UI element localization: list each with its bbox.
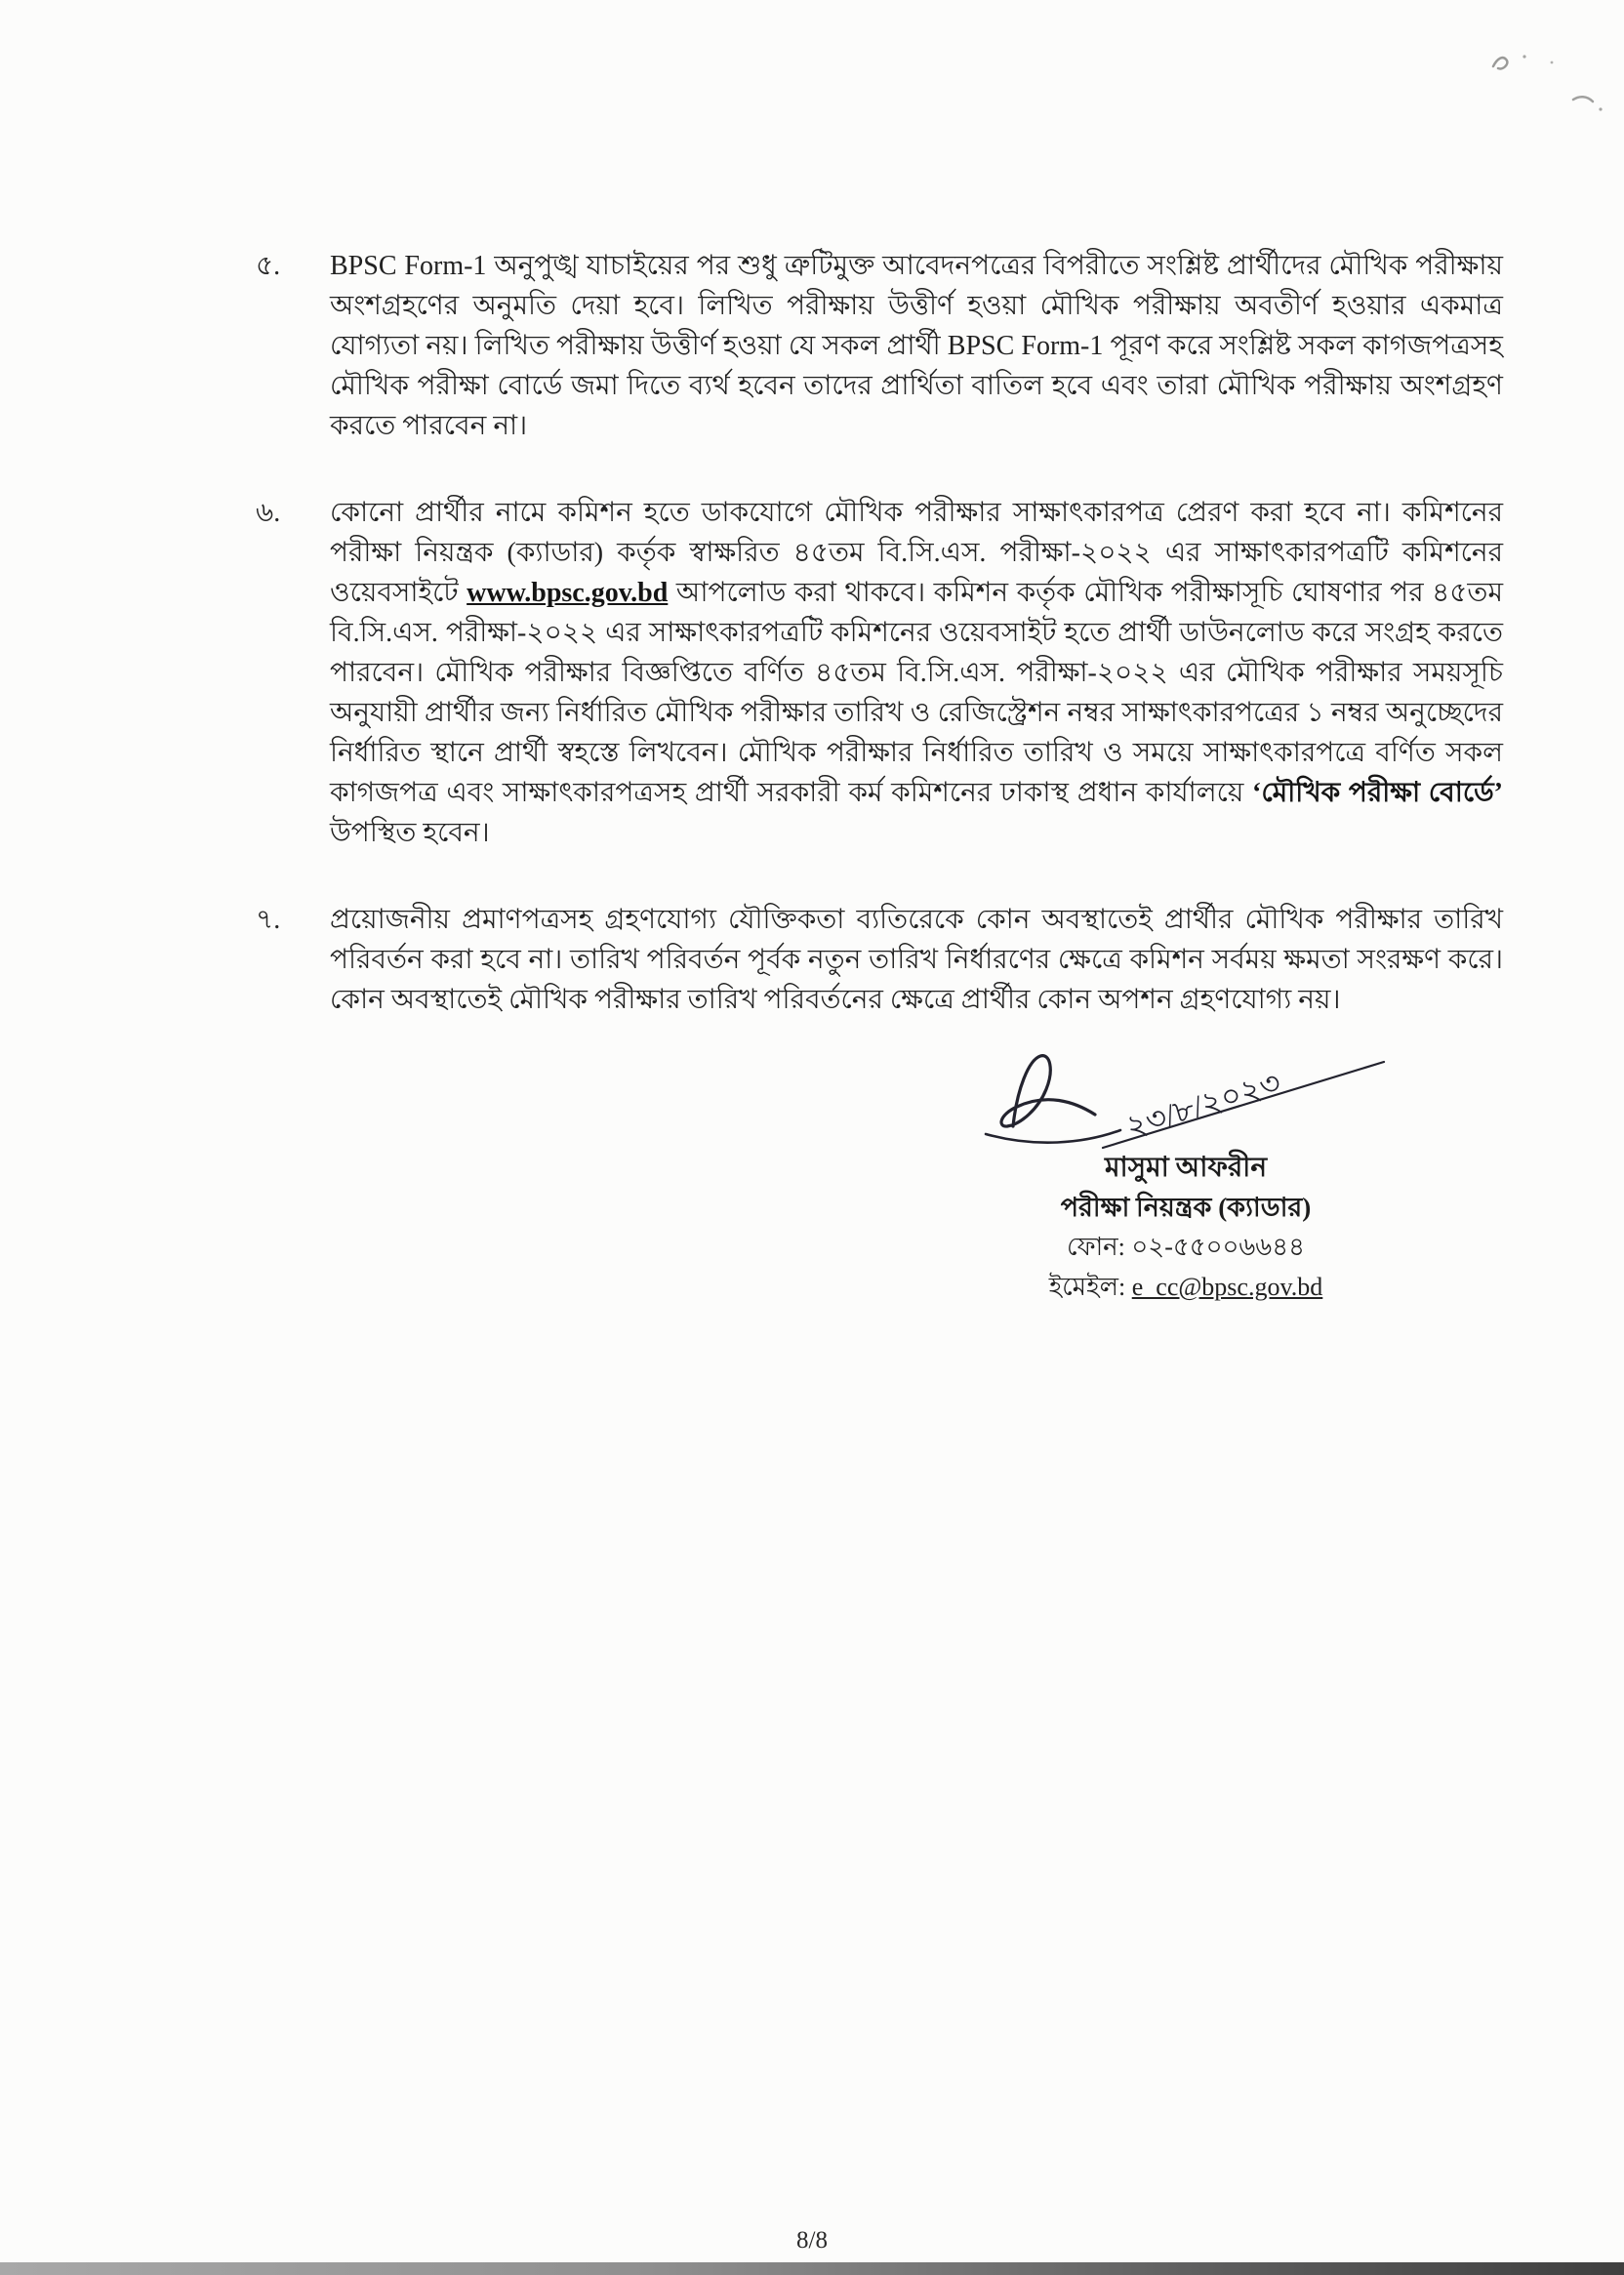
list-item-7 xyxy=(256,900,1503,1020)
paragraph-6-text-end: উপস্থিত হবেন। xyxy=(330,818,490,848)
list-item-6 xyxy=(256,493,1503,853)
bpsc-website-link[interactable]: www.bpsc.gov.bd xyxy=(467,578,669,608)
paragraph-5-text: BPSC Form-1 অনুপুঙ্খ যাচাইয়ের পর শুধু ত্রুটিমুক্ত আবেদনপত্রের বিপরীতে সংশ্লিষ্ট প্রার্থীদের মৌখিক পরীক্ষায় অংশগ্রহণের অনুমতি দেয়া হবে। লিখিত পরীক্ষায় উত্তীর্ণ হওয়া মৌখিক পরীক্ষায় অবতীর্ণ হওয়ার একমাত্র যোগ্যতা নয়। লিখিত পরীক্ষায় উত্তীর্ণ হওয়া যে সকল প্রার্থী BPSC Form-1 পূরণ করে সংশ্লিষ্ট সকল কাগজপত্রসহ মৌখিক পরীক্ষা বোর্ডে জমা দিতে ব্যর্থ হবেন তাদের প্রার্থিতা বাতিল হবে এবং তারা মৌখিক পরীক্ষায় অংশগ্রহণ করতে পারবেন না। xyxy=(330,251,1503,441)
item-text xyxy=(330,246,1503,446)
item-number: ৫. xyxy=(256,251,281,281)
handwritten-signature xyxy=(956,1033,1415,1155)
page-number: 8/8 xyxy=(796,2227,828,2254)
item-number: ৭. xyxy=(256,905,281,935)
paragraph-7-text: প্রয়োজনীয় প্রমাণপত্রসহ গ্রহণযোগ্য যৌক্তিকতা ব্যতিরেকে কোন অবস্থাতেই প্রার্থীর মৌখিক পরীক্ষার তারিখ পরিবর্তন করা হবে না। তারিখ পরিবর্তন পূর্বক নতুন তারিখ নির্ধারণের ক্ষেত্রে কমিশন সর্বময় ক্ষমতা সংরক্ষণ করে। কোন অবস্থাতেই মৌখিক পরীক্ষার তারিখ পরিবর্তনের ক্ষেত্রে প্রার্থীর কোন অপশন গ্রহণযোগ্য নয়। xyxy=(330,905,1503,1015)
item-text xyxy=(330,900,1503,1020)
item-text xyxy=(330,493,1503,853)
paragraph-6-text-before-link: কোনো প্রার্থীর নামে কমিশন হতে ডাকযোগে মৌখিক পরীক্ষার সাক্ষাৎকারপত্র প্রেরণ করা হবে না। কমিশনের পরীক্ষা নিয়ন্ত্রক (ক্যাডার) কর্তৃক স্বাক্ষরিত ৪৫তম বি.সি.এস. পরীক্ষা-২০২২ এর সাক্ষাৎকারপত্রটি কমিশনের ওয়েবসাইটে xyxy=(330,498,1503,608)
signature-block xyxy=(932,1033,1440,1307)
signatory-title: পরীক্ষা নিয়ন্ত্রক (ক্যাডার) xyxy=(1060,1193,1312,1222)
handwritten-date: ২৩/৮/২০২৩ xyxy=(1121,1064,1285,1145)
email-label: ইমেইল: xyxy=(1048,1273,1132,1301)
signatory-phone: ফোন: ০২-৫৫০০৬৬৪৪ xyxy=(1067,1233,1305,1261)
scan-edge-bar xyxy=(0,2262,1624,2275)
item-number: ৬. xyxy=(256,498,281,528)
paragraph-6-text-after-link: আপলোড করা থাকবে। কমিশন কর্তৃক মৌখিক পরীক্ষাসূচি ঘোষণার পর ৪৫তম বি.সি.এস. পরীক্ষা-২০২২ এর সাক্ষাৎকারপত্রটি কমিশনের ওয়েবসাইট হতে প্রার্থী ডাউনলোড করে সংগ্রহ করতে পারবেন। মৌখিক পরীক্ষার বিজ্ঞপ্তিতে বর্ণিত ৪৫তম বি.সি.এস. পরীক্ষা-২০২২ এর মৌখিক পরীক্ষার সময়সূচি অনুযায়ী প্রার্থীর জন্য নির্ধারিত মৌখিক পরীক্ষার তারিখ ও রেজিস্ট্রেশন নম্বর সাক্ষাৎকারপত্রের ১ নম্বর অনুচ্ছেদের নির্ধারিত স্থানে প্রার্থী স্বহস্তে লিখবেন। মৌখিক পরীক্ষার নির্ধারিত তারিখ ও সময়ে সাক্ষাৎকারপত্রে বর্ণিত সকল কাগজপত্র এবং সাক্ষাৎকারপত্রসহ প্রার্থী সরকারী কর্ম কমিশনের ঢাকাস্থ প্রধান কার্যালয়ে xyxy=(330,578,1503,808)
signatory-email-line xyxy=(932,1268,1440,1307)
notice-body xyxy=(256,246,1503,1067)
signatory-name: মাসুমা আফরীন xyxy=(1104,1153,1268,1183)
viva-board-bold-phrase: ‘মৌখিক পরীক্ষা বোর্ডে’ xyxy=(1252,778,1503,808)
scan-artifact xyxy=(1483,39,1610,127)
email-address[interactable]: e_cc@bpsc.gov.bd xyxy=(1131,1273,1323,1301)
list-item-5 xyxy=(256,246,1503,446)
